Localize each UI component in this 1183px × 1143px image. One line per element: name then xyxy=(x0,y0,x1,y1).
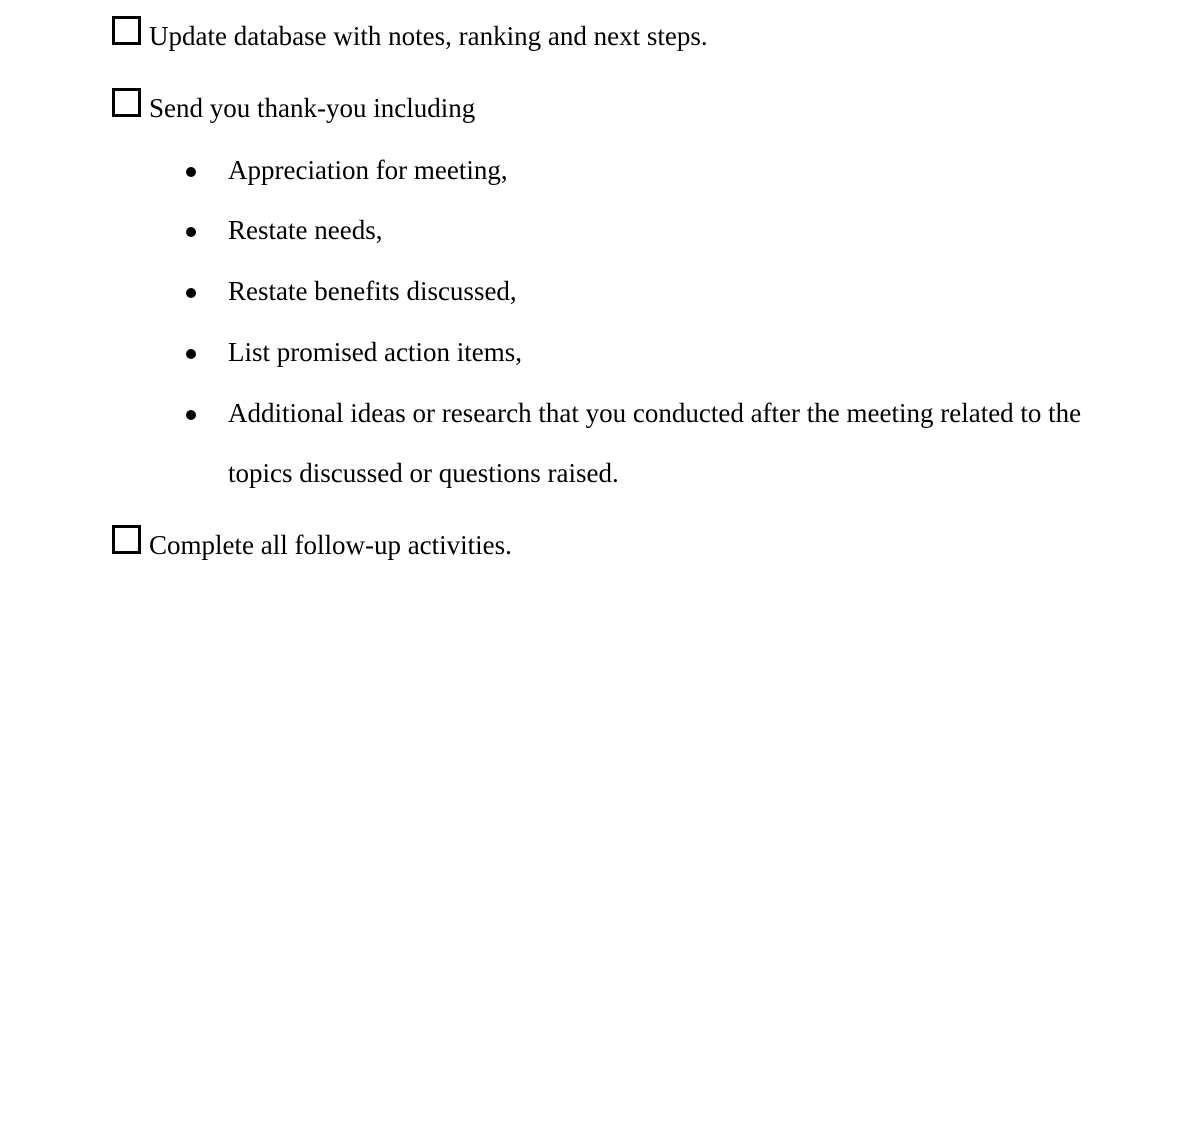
checklist-item-label: Update database with notes, ranking and next steps. xyxy=(149,21,708,51)
checklist-item-send-thank-you xyxy=(112,88,475,123)
checkbox-icon[interactable] xyxy=(112,525,141,554)
bullet-icon xyxy=(186,410,196,420)
bullet-icon xyxy=(186,349,196,359)
bullet-text: Appreciation for meeting, xyxy=(228,155,508,185)
bullet-icon xyxy=(186,227,196,237)
bullet-text: List promised action items, xyxy=(228,337,522,367)
bullet-text: Restate needs, xyxy=(228,215,383,245)
checklist-item-label: Send you thank-you including xyxy=(149,93,476,123)
checklist-item-label: Complete all follow-up activities. xyxy=(149,530,512,560)
bullet-icon xyxy=(186,288,196,298)
checkbox-icon[interactable] xyxy=(112,16,141,45)
checklist-item-complete-follow-up xyxy=(112,525,512,560)
checklist-item-update-database xyxy=(112,16,708,51)
bullet-text: Restate benefits discussed, xyxy=(228,276,517,306)
bullet-text: Additional ideas or research that you conducted after the meeting related to the topics discussed or questions raised. xyxy=(228,398,1082,488)
checkbox-icon[interactable] xyxy=(112,88,141,117)
bullet-icon xyxy=(186,167,196,177)
